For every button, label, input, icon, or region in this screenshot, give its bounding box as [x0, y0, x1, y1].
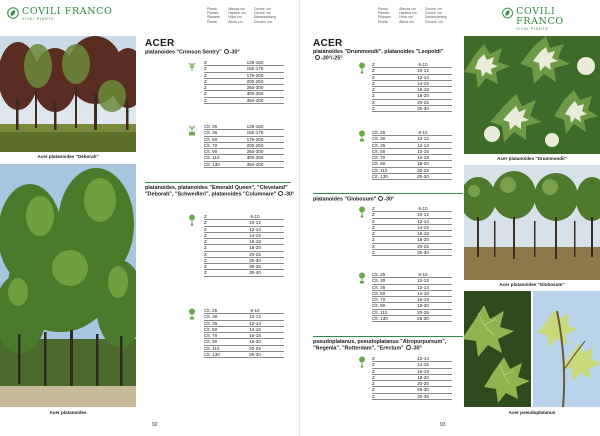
legend-text: Planta — [378, 19, 388, 24]
size-range-cell: 18-20 — [417, 161, 429, 167]
plant-type-cell: Z — [372, 249, 375, 255]
photo-caption: Acer platanoides "Drummondii" — [497, 156, 567, 161]
plant-type-cell: Z — [204, 78, 207, 84]
size-table-right-3a — [372, 356, 452, 400]
hardiness-icon — [224, 49, 229, 54]
size-range-cell: 10-12 — [417, 278, 429, 284]
species-heading-block — [313, 196, 465, 203]
logo-subtitle: VIVAI PIANTE — [516, 27, 549, 31]
legend-text: Circonf. cm — [424, 7, 442, 11]
plant-type-cell: Clt. 30 — [204, 314, 218, 320]
legend-text: Circumf. cm — [424, 19, 443, 24]
plant-type-cell: Clt. 70 — [372, 155, 386, 160]
plant-type-cell: Z — [372, 62, 375, 67]
size-range-cell: 12-14 — [417, 356, 429, 361]
size-table-left-2b — [204, 308, 284, 358]
leaf-logo-icon — [7, 7, 19, 19]
size-range-cell: 14-16 — [417, 224, 429, 230]
size-range-cell: 25-30 — [417, 173, 429, 179]
leaf-logo-icon — [502, 7, 513, 19]
size-range-cell: 30-35 — [249, 264, 261, 269]
plant-type-cell: Clt. 35 — [372, 142, 386, 148]
legend-header — [207, 7, 276, 24]
legend-plant-column — [378, 7, 391, 24]
size-range-cell: 35-40 — [249, 270, 261, 276]
size-range-cell: 12-14 — [417, 218, 429, 224]
container-plant-icon — [187, 124, 197, 136]
size-range-cell: 14-16 — [417, 362, 429, 368]
size-range-cell: 8-10 — [250, 214, 260, 219]
plant-type-cell: Clt. 50 — [204, 136, 218, 142]
size-range-cell: 350-400 — [246, 161, 264, 167]
plant-type-cell: Clt. 70 — [204, 142, 218, 148]
hardiness-value: -30° — [411, 345, 422, 352]
legend-height-column — [228, 7, 246, 24]
photo-pseudoplatanus-leaves — [464, 291, 531, 407]
plant-type-cell: Z — [372, 393, 375, 399]
size-range-cell: 250-300 — [246, 85, 264, 90]
size-range-cell: 18-20 — [249, 245, 261, 251]
plant-type-cell: Z — [372, 362, 375, 368]
size-range-cell: 175-200 — [246, 72, 264, 78]
species-name: platanoides "Drummondii", platanoides "Leopoldi" — [313, 49, 444, 55]
legend-circumference-column — [254, 7, 276, 24]
legend-text: Hauteur cm — [228, 11, 246, 16]
species-title — [313, 49, 465, 62]
plant-type-cell: Clt. 35 — [372, 284, 386, 290]
size-range-cell: 20-25 — [417, 167, 429, 173]
genus-title: ACER — [313, 38, 343, 49]
plant-type-cell: Clt. 30 — [372, 278, 386, 284]
plant-type-cell: Z — [372, 368, 375, 374]
species-name: pseudoplatanus, pseudoplatanus "Atropurpureum", "Negenia", "Rotterdam", "Erectum" — [313, 339, 447, 352]
size-range-cell: 25-30 — [417, 315, 429, 321]
size-range-cell: 14-16 — [417, 80, 429, 86]
legend-text: Circonf. cm — [424, 11, 442, 16]
species-name: platanoides "Globosum" — [313, 196, 377, 203]
genus-title: ACER — [145, 38, 175, 49]
plant-type-cell: Z — [372, 93, 375, 99]
size-range-cell: 12-14 — [417, 74, 429, 80]
plant-type-cell: Clt. 90 — [204, 339, 218, 345]
hardiness-value: -30° — [384, 196, 395, 203]
size-range-cell: 200-250 — [246, 78, 264, 84]
plant-type-cell: Z — [372, 243, 375, 249]
size-range-cell: 18-20 — [417, 374, 429, 380]
size-range-cell: 20-25 — [417, 243, 429, 249]
plant-type-cell: Clt. 130 — [204, 161, 220, 167]
plant-type-cell: Clt. 35 — [204, 130, 218, 136]
legend-text: Pflanzen — [378, 15, 392, 20]
species-heading-block — [145, 185, 295, 198]
plant-type-cell: Clt. 110 — [204, 155, 220, 161]
plant-type-cell: Z — [204, 97, 207, 103]
hardiness-icon — [378, 196, 383, 201]
species-title — [145, 49, 290, 56]
plant-type-cell: Z — [372, 68, 375, 74]
size-range-cell: 14-16 — [417, 148, 429, 154]
legend-text: Altura cm — [228, 19, 243, 24]
size-range-cell: 12-14 — [249, 320, 261, 326]
legend-circumference-column — [425, 7, 447, 24]
species-title — [313, 339, 465, 352]
balled-tree-icon — [357, 206, 367, 218]
plant-type-cell: Z — [372, 74, 375, 80]
size-table-left-1b — [204, 124, 284, 168]
size-range-cell: 150-175 — [246, 130, 264, 136]
genus-heading-block — [313, 38, 465, 62]
page-number: 92 — [152, 422, 158, 428]
photo-caption: Acer platanoides "Globosum" — [499, 282, 565, 287]
photo-acer-platanoides — [0, 164, 136, 407]
plant-type-cell: Z — [372, 87, 375, 92]
photo-caption: Acer platanoides — [49, 410, 87, 415]
hardiness-icon — [278, 191, 283, 196]
plant-type-cell: Clt. 90 — [372, 303, 386, 309]
legend-text: Planta — [207, 19, 217, 24]
size-range-cell: 14-16 — [249, 326, 261, 332]
covili-franco-logo — [7, 7, 112, 21]
right-page — [300, 0, 600, 436]
size-range-cell: 175-200 — [246, 136, 264, 142]
legend-text: Circonf. cm — [253, 7, 271, 11]
hardiness-icon — [406, 345, 411, 350]
plant-type-cell: Z — [372, 212, 375, 218]
size-range-cell: 16-18 — [249, 333, 261, 338]
plant-type-cell: Z — [204, 72, 207, 78]
size-range-cell: 8-10 — [418, 272, 428, 277]
hardiness-icon — [315, 55, 320, 60]
hardiness-value: -30°/-25° — [321, 55, 343, 62]
plant-type-cell: Z — [372, 218, 375, 224]
size-range-cell: 12-14 — [249, 226, 261, 232]
size-range-cell: 25-30 — [417, 249, 429, 255]
container-tree-icon — [187, 308, 197, 320]
plant-type-cell: Z — [204, 226, 207, 232]
size-range-cell: 10-12 — [417, 68, 429, 74]
size-row — [372, 250, 452, 256]
plant-type-cell: Z — [372, 374, 375, 380]
species-heading-block — [313, 339, 465, 352]
size-range-cell: 10-12 — [417, 136, 429, 142]
plant-type-cell: Z — [372, 237, 375, 243]
balled-tree-icon — [357, 356, 367, 368]
plant-type-cell: Z — [204, 85, 207, 90]
plant-type-cell: Clt. 25 — [372, 130, 386, 135]
size-table-right-1b — [372, 130, 452, 180]
size-range-cell: 150-175 — [246, 66, 264, 72]
plant-type-cell: Clt. 25 — [204, 308, 218, 313]
size-table-right-1a — [372, 62, 452, 112]
size-range-cell: 16-18 — [417, 87, 429, 92]
size-range-cell: 300-350 — [246, 91, 264, 97]
legend-text: Plantes — [207, 11, 219, 16]
plant-type-cell: Z — [372, 105, 375, 111]
legend-height-column — [399, 7, 417, 24]
container-tree-icon — [357, 272, 367, 284]
size-range-cell: 14-16 — [249, 232, 261, 238]
plant-type-cell: Clt. 70 — [372, 297, 386, 302]
legend-text: Plantes — [378, 11, 390, 16]
size-range-cell: 8-10 — [418, 206, 428, 211]
logo-name: COVILI FRANCO — [22, 6, 113, 17]
plant-type-cell: Clt. 50 — [372, 148, 386, 154]
size-range-cell: 8-10 — [250, 308, 260, 313]
size-table-left-1a — [204, 60, 284, 104]
plant-type-cell: Clt. 50 — [204, 326, 218, 332]
plant-type-cell: Z — [204, 245, 207, 251]
size-range-cell: 18-20 — [417, 93, 429, 99]
size-range-cell: 12-14 — [417, 142, 429, 148]
plant-type-cell: Clt. 130 — [372, 315, 388, 321]
plant-type-cell: Z — [204, 91, 207, 97]
size-range-cell: 16-18 — [417, 297, 429, 302]
plant-type-cell: Clt. 110 — [204, 345, 220, 351]
size-range-cell: 8-10 — [418, 62, 428, 67]
page-number: 93 — [440, 422, 446, 428]
legend-plant-column — [207, 7, 220, 24]
size-range-cell: 20-25 — [417, 309, 429, 315]
size-range-cell: 20-25 — [417, 99, 429, 105]
balled-tree-icon — [357, 62, 367, 74]
photo-acer-deborah — [0, 36, 136, 152]
legend-text: Circonf. cm — [253, 11, 271, 16]
size-range-cell: 250-300 — [246, 149, 264, 154]
legend-text: Pianta — [378, 7, 388, 11]
plant-type-cell: Z — [204, 257, 207, 263]
size-range-cell: 10-12 — [249, 314, 261, 320]
legend-text: Pflanzen — [207, 15, 221, 20]
plant-type-cell: Z — [204, 270, 207, 276]
size-range-cell: 10-12 — [249, 220, 261, 226]
section-divider — [313, 193, 463, 194]
plant-type-cell: Z — [204, 214, 207, 219]
size-row — [372, 316, 452, 322]
plant-type-cell: Clt. 110 — [372, 167, 388, 173]
plant-type-cell: Z — [372, 387, 375, 393]
size-row — [372, 106, 452, 112]
size-table-left-2a — [204, 214, 284, 277]
legend-text: Höhe cm — [228, 15, 242, 20]
plant-type-cell: Z — [372, 231, 375, 236]
size-range-cell: 25-30 — [249, 351, 261, 357]
plant-type-cell: Clt. 35 — [204, 320, 218, 326]
plant-type-cell: Clt. 110 — [372, 309, 388, 315]
size-range-cell: 16-18 — [417, 155, 429, 160]
plant-type-cell: Z — [372, 206, 375, 211]
plant-type-cell: Clt. 90 — [204, 149, 218, 154]
photo-caption: Acer pseudoplatanus — [508, 410, 556, 415]
photo-caption: Acer platanoides "Deborah" — [37, 154, 99, 159]
size-range-cell: 125-150 — [246, 124, 264, 129]
size-range-cell: 30-35 — [417, 393, 429, 399]
plant-type-cell: Clt. 90 — [372, 161, 386, 167]
plant-type-cell: Z — [204, 220, 207, 226]
covili-franco-logo — [502, 7, 600, 31]
legend-text: Altura cm — [399, 19, 414, 24]
legend-text: Altezza cm — [228, 7, 245, 11]
size-range-cell: 20-25 — [249, 345, 261, 351]
size-row — [372, 394, 452, 400]
plant-type-cell: Clt. 130 — [372, 173, 388, 179]
plant-type-cell: Clt. 70 — [204, 333, 218, 338]
size-table-right-2a — [372, 206, 452, 256]
legend-text: Altezza cm — [399, 7, 416, 11]
size-range-cell: 10-12 — [417, 212, 429, 218]
plant-type-cell: Z — [372, 224, 375, 230]
size-row — [204, 162, 284, 168]
genus-heading-block — [145, 38, 290, 56]
plant-type-cell: Z — [372, 356, 375, 361]
plant-type-cell: Z — [372, 99, 375, 105]
balled-tree-icon — [187, 214, 197, 226]
size-row — [372, 174, 452, 180]
size-range-cell: 16-18 — [417, 231, 429, 236]
hardiness-value: -30° — [229, 49, 240, 56]
species-name: platanoides "Crimson Sentry" — [145, 49, 222, 56]
plant-type-cell: Z — [372, 381, 375, 386]
species-title — [145, 185, 295, 198]
plant-type-cell: Z — [204, 232, 207, 238]
plant-type-cell: Clt. 130 — [204, 351, 220, 357]
section-divider — [145, 182, 291, 183]
plant-type-cell: Clt. 25 — [372, 272, 386, 277]
size-range-cell: 25-30 — [417, 105, 429, 111]
size-range-cell: 25-30 — [249, 257, 261, 263]
size-range-cell: 20-25 — [417, 381, 429, 386]
size-row — [204, 98, 284, 104]
logo-subtitle: VIVAI PIANTE — [22, 17, 55, 21]
size-range-cell: 18-20 — [249, 339, 261, 345]
size-range-cell: 20-25 — [249, 251, 261, 257]
hardiness-value: -30° — [284, 191, 295, 198]
plant-type-cell: Z — [204, 60, 207, 65]
plant-type-cell: Z — [204, 251, 207, 257]
size-range-cell: 300-350 — [246, 155, 264, 161]
size-range-cell: 16-18 — [417, 368, 429, 374]
bare-root-plant-icon — [187, 60, 197, 72]
legend-text: Höhe cm — [399, 15, 413, 20]
size-range-cell: 8-10 — [418, 130, 428, 135]
legend-text: Stammumfang — [253, 15, 276, 20]
plant-type-cell: Z — [372, 80, 375, 86]
legend-header — [378, 7, 447, 24]
size-range-cell: 25-30 — [417, 387, 429, 393]
size-table-right-2b — [372, 272, 452, 322]
logo-name: COVILI FRANCO — [516, 6, 564, 27]
container-tree-icon — [357, 130, 367, 142]
plant-type-cell: Z — [204, 66, 207, 72]
size-range-cell: 200-250 — [246, 142, 264, 148]
photo-acer-drummondii — [464, 36, 600, 154]
plant-type-cell: Z — [204, 264, 207, 269]
size-range-cell: 350-400 — [246, 97, 264, 103]
size-range-cell: 18-20 — [417, 303, 429, 309]
plant-type-cell: Clt. 35 — [204, 124, 218, 129]
legend-text: Pianta — [207, 7, 217, 11]
size-range-cell: 14-16 — [417, 290, 429, 296]
species-title — [313, 196, 465, 203]
size-range-cell: 125-150 — [246, 60, 264, 65]
legend-text: Stammumfang — [424, 15, 447, 20]
plant-type-cell: Z — [204, 239, 207, 244]
size-row — [204, 270, 284, 276]
plant-type-cell: Clt. 30 — [372, 136, 386, 142]
legend-text: Hauteur cm — [399, 11, 417, 16]
plant-type-cell: Clt. 50 — [372, 290, 386, 296]
photo-acer-globosum — [464, 165, 600, 280]
photo-pseudoplatanus-tree — [533, 291, 600, 407]
species-name: platanoides, platanoides "Emerald Queen", "Cleveland" "Deborah", "Schwedleri", platanoides "Columnare" — [145, 185, 288, 198]
size-range-cell: 16-18 — [249, 239, 261, 244]
section-divider — [313, 336, 463, 337]
size-range-cell: 18-20 — [417, 237, 429, 243]
size-row — [204, 352, 284, 358]
legend-text: Circumf. cm — [253, 19, 272, 24]
size-range-cell: 12-14 — [417, 284, 429, 290]
